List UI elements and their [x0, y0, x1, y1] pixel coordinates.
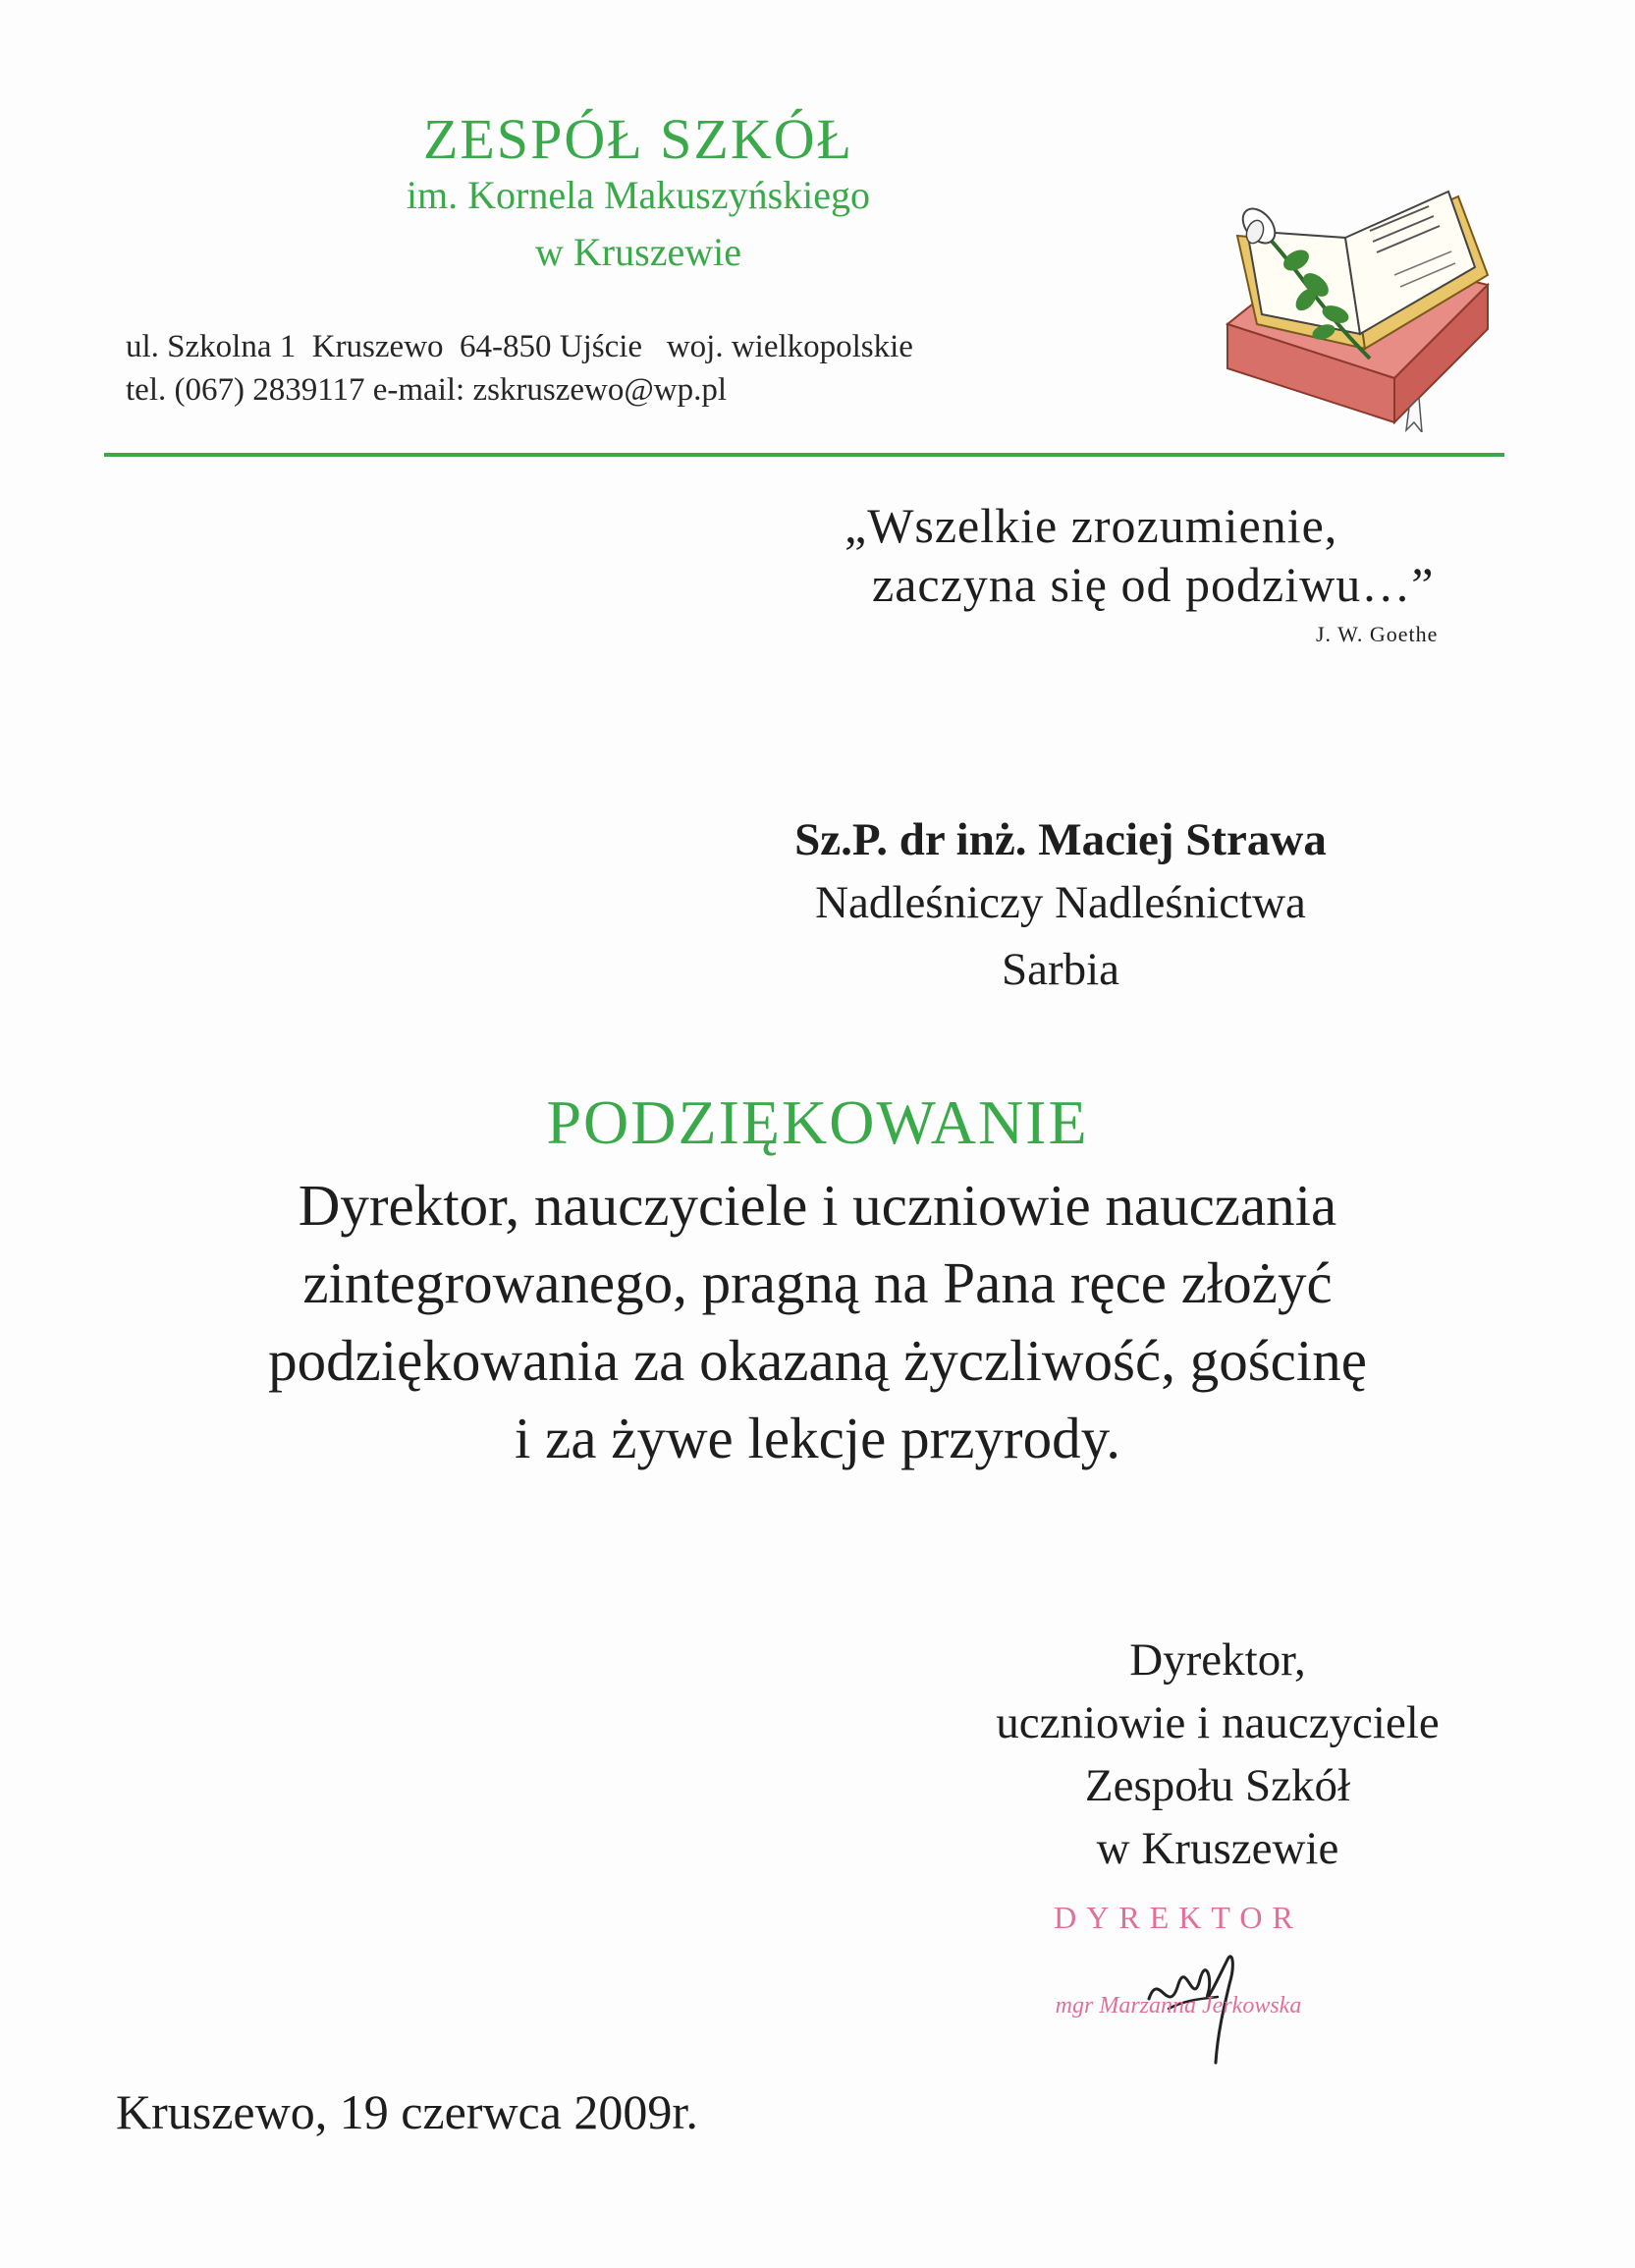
signature-line: Dyrektor, — [1129, 1634, 1306, 1686]
addressee-place: Sarbia — [1001, 944, 1120, 995]
signature-line: w Kruszewie — [1096, 1823, 1339, 1874]
body-line: Dyrektor, nauczyciele i uczniowie nauczania — [298, 1173, 1337, 1238]
document-title: PODZIĘKOWANIE — [546, 1087, 1089, 1157]
quote-line-1: „Wszelkie zrozumienie, — [845, 498, 1338, 553]
header-divider — [104, 453, 1504, 457]
signature-block — [845, 1629, 1591, 1880]
addressee-name: Sz.P. dr inż. Maciej Strawa — [794, 814, 1327, 865]
quote-author: J. W. Goethe — [1316, 622, 1439, 646]
school-patron: im. Kornela Makuszyńskiego — [406, 173, 871, 217]
signature-line: Zespołu Szkół — [1084, 1760, 1351, 1811]
body-line: i za żywe lekcje przyrody. — [515, 1406, 1120, 1470]
open-book-with-flower-icon — [1208, 177, 1502, 432]
place-and-date: Kruszewo, 19 czerwca 2009r. — [116, 2084, 698, 2139]
body-line: zintegrowanego, pragną na Pana ręce złożyć — [302, 1250, 1333, 1315]
school-name: ZESPÓŁ SZKÓŁ — [422, 107, 854, 171]
school-town: w Kruszewie — [535, 230, 741, 274]
body-text — [118, 1167, 1517, 1477]
signature-line: uczniowie i nauczyciele — [996, 1697, 1440, 1748]
director-stamp-name: mgr Marzanna Jerkowska — [1055, 1993, 1302, 2019]
quote-line-2: zaczyna się od podziwu…” — [872, 557, 1435, 612]
director-stamp-title: DYREKTOR — [1054, 1900, 1303, 1935]
school-contact: tel. (067) 2839117 e-mail: zskruszewo@wp.pl — [126, 372, 728, 408]
addressee-role: Nadleśniczy Nadleśnictwa — [815, 877, 1306, 928]
school-address: ul. Szkolna 1 Kruszewo 64-850 Ujście woj. wielkopolskie — [126, 329, 913, 364]
body-line: podziękowania za okazaną życzliwość, gościnę — [268, 1328, 1367, 1393]
